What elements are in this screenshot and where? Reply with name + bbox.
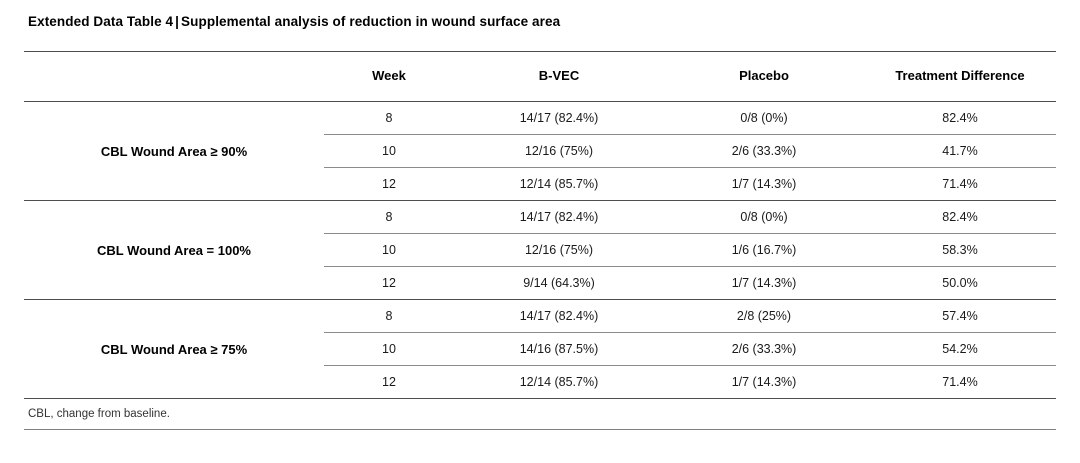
cell-treatment-difference: 41.7%: [864, 135, 1056, 168]
bottom-divider: [24, 429, 1056, 430]
cell-placebo: 1/7 (14.3%): [664, 366, 864, 399]
cell-week: 12: [324, 267, 454, 300]
cell-treatment-difference: 82.4%: [864, 102, 1056, 135]
group-label-90: CBL Wound Area ≥ 90%: [24, 102, 324, 201]
cell-treatment-difference: 82.4%: [864, 201, 1056, 234]
cell-bvec: 12/16 (75%): [454, 234, 664, 267]
table-row: [24, 300, 1056, 333]
cell-placebo: 2/6 (33.3%): [664, 135, 864, 168]
group-label-75: CBL Wound Area ≥ 75%: [24, 300, 324, 399]
table-body: [24, 102, 1056, 399]
cell-placebo: 1/7 (14.3%): [664, 168, 864, 201]
table-header: [24, 52, 1056, 102]
cell-treatment-difference: 54.2%: [864, 333, 1056, 366]
cell-bvec: 14/17 (82.4%): [454, 201, 664, 234]
table-footnote: CBL, change from baseline.: [28, 408, 170, 420]
caption-label: Extended Data Table 4: [28, 14, 174, 29]
cell-bvec: 14/16 (87.5%): [454, 333, 664, 366]
cell-week: 8: [324, 300, 454, 333]
caption-separator: |: [175, 14, 180, 29]
table-row: [24, 102, 1056, 135]
cell-placebo: 1/7 (14.3%): [664, 267, 864, 300]
supplemental-analysis-table: [24, 51, 1056, 399]
table-row: [24, 201, 1056, 234]
column-header-placebo: Placebo: [664, 52, 864, 102]
cell-treatment-difference: 58.3%: [864, 234, 1056, 267]
table-caption: [28, 14, 1056, 29]
cell-bvec: 12/16 (75%): [454, 135, 664, 168]
column-header-treatment-difference: Treatment Difference: [864, 52, 1056, 102]
cell-week: 10: [324, 135, 454, 168]
cell-placebo: 2/8 (25%): [664, 300, 864, 333]
cell-placebo: 2/6 (33.3%): [664, 333, 864, 366]
cell-week: 10: [324, 333, 454, 366]
cell-bvec: 14/17 (82.4%): [454, 300, 664, 333]
header-row: [24, 52, 1056, 102]
cell-week: 12: [324, 366, 454, 399]
cell-bvec: 14/17 (82.4%): [454, 102, 664, 135]
cell-week: 8: [324, 102, 454, 135]
cell-placebo: 0/8 (0%): [664, 201, 864, 234]
cell-bvec: 12/14 (85.7%): [454, 168, 664, 201]
cell-placebo: 0/8 (0%): [664, 102, 864, 135]
cell-week: 10: [324, 234, 454, 267]
column-header-week: Week: [324, 52, 454, 102]
column-header-bvec: B-VEC: [454, 52, 664, 102]
cell-treatment-difference: 71.4%: [864, 366, 1056, 399]
group-label-100: CBL Wound Area = 100%: [24, 201, 324, 300]
cell-placebo: 1/6 (16.7%): [664, 234, 864, 267]
caption-title: Supplemental analysis of reduction in wound surface area: [181, 14, 561, 29]
cell-week: 12: [324, 168, 454, 201]
cell-treatment-difference: 57.4%: [864, 300, 1056, 333]
column-header-blank: [24, 52, 324, 102]
cell-week: 8: [324, 201, 454, 234]
cell-treatment-difference: 71.4%: [864, 168, 1056, 201]
cell-bvec: 12/14 (85.7%): [454, 366, 664, 399]
cell-bvec: 9/14 (64.3%): [454, 267, 664, 300]
cell-treatment-difference: 50.0%: [864, 267, 1056, 300]
